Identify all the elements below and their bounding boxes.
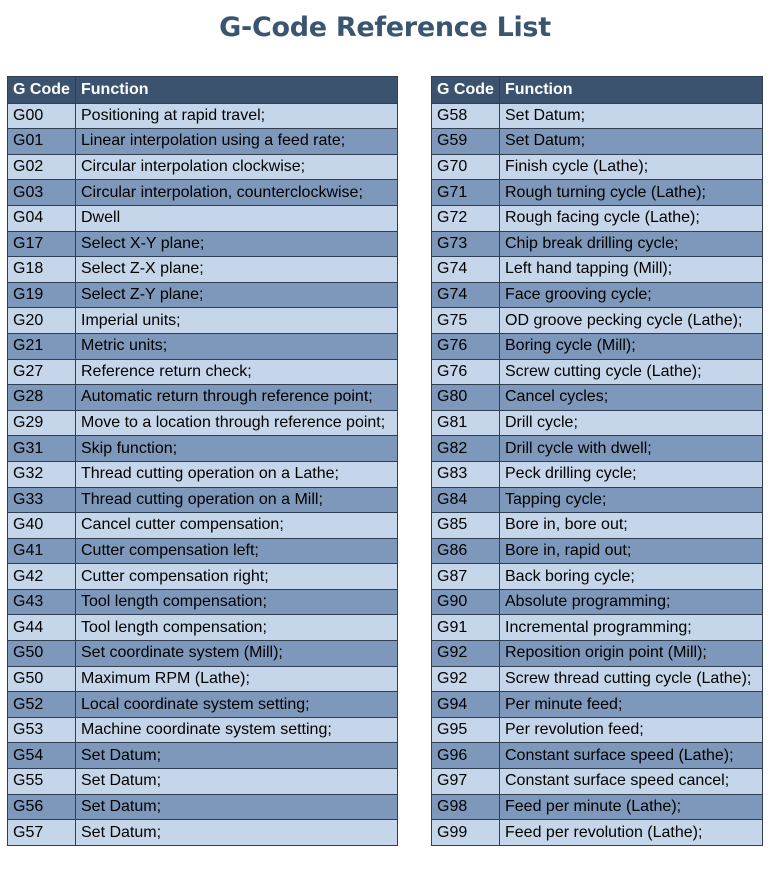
function-cell: Dwell [76, 205, 398, 231]
table-row [432, 461, 763, 487]
function-cell: Peck drilling cycle; [500, 461, 763, 487]
function-cell: Per revolution feed; [500, 717, 763, 743]
function-cell: Linear interpolation using a feed rate; [76, 129, 398, 155]
gcode-cell: G82 [432, 436, 500, 462]
table-row [8, 180, 398, 206]
table-row [8, 641, 398, 667]
function-cell: Reference return check; [76, 359, 398, 385]
gcode-cell: G50 [8, 666, 76, 692]
table-row [432, 820, 763, 846]
function-cell: Cutter compensation right; [76, 564, 398, 590]
table-row [8, 436, 398, 462]
table-row [432, 589, 763, 615]
gcode-cell: G53 [8, 717, 76, 743]
gcode-cell: G02 [8, 154, 76, 180]
gcode-cell: G28 [8, 385, 76, 411]
gcode-cell: G94 [432, 692, 500, 718]
gcode-cell: G81 [432, 410, 500, 436]
table-row [432, 538, 763, 564]
gcode-cell: G57 [8, 820, 76, 846]
table-row [432, 666, 763, 692]
table-row [432, 692, 763, 718]
gcode-cell: G86 [432, 538, 500, 564]
gcode-cell: G50 [8, 641, 76, 667]
gcode-cell: G73 [432, 231, 500, 257]
gcode-cell: G20 [8, 308, 76, 334]
gcode-cell: G75 [432, 308, 500, 334]
gcode-cell: G80 [432, 385, 500, 411]
gcode-cell: G32 [8, 461, 76, 487]
table-row [432, 231, 763, 257]
table-row [8, 820, 398, 846]
function-cell: Circular interpolation, counterclockwise; [76, 180, 398, 206]
table-row [8, 154, 398, 180]
function-cell: Set Datum; [76, 743, 398, 769]
function-cell: Finish cycle (Lathe); [500, 154, 763, 180]
function-cell: Set Datum; [76, 820, 398, 846]
table-row [8, 717, 398, 743]
table-row [8, 794, 398, 820]
table-row [432, 436, 763, 462]
gcode-cell: G03 [8, 180, 76, 206]
table-row [8, 410, 398, 436]
table-row [432, 282, 763, 308]
table-row [432, 205, 763, 231]
gcode-cell: G91 [432, 615, 500, 641]
table-row [8, 103, 398, 129]
table-row [8, 461, 398, 487]
gcode-table-right [431, 76, 763, 846]
table-row [432, 794, 763, 820]
gcode-cell: G87 [432, 564, 500, 590]
table-row [432, 333, 763, 359]
gcode-cell: G44 [8, 615, 76, 641]
function-cell: Left hand tapping (Mill); [500, 257, 763, 283]
table-row [8, 359, 398, 385]
function-cell: Positioning at rapid travel; [76, 103, 398, 129]
table-row [432, 769, 763, 795]
function-cell: Screw thread cutting cycle (Lathe); [500, 666, 763, 692]
function-cell: Constant surface speed cancel; [500, 769, 763, 795]
function-cell: Bore in, rapid out; [500, 538, 763, 564]
gcode-cell: G41 [8, 538, 76, 564]
gcode-cell: G92 [432, 641, 500, 667]
table-row [8, 538, 398, 564]
function-cell: Rough turning cycle (Lathe); [500, 180, 763, 206]
table-row [8, 615, 398, 641]
function-cell: Cutter compensation left; [76, 538, 398, 564]
table-row [8, 487, 398, 513]
function-cell: Set Datum; [76, 794, 398, 820]
gcode-cell: G97 [432, 769, 500, 795]
table-row [432, 513, 763, 539]
function-cell: Set Datum; [500, 129, 763, 155]
function-cell: Feed per minute (Lathe); [500, 794, 763, 820]
gcode-cell: G43 [8, 589, 76, 615]
gcode-cell: G21 [8, 333, 76, 359]
table-row [432, 308, 763, 334]
function-cell: Maximum RPM (Lathe); [76, 666, 398, 692]
table-row [432, 743, 763, 769]
gcode-cell: G74 [432, 257, 500, 283]
function-cell: Back boring cycle; [500, 564, 763, 590]
table-row [432, 257, 763, 283]
function-cell: Move to a location through reference point; [76, 410, 398, 436]
table-row [8, 513, 398, 539]
gcode-cell: G29 [8, 410, 76, 436]
function-cell: Rough facing cycle (Lathe); [500, 205, 763, 231]
table-row [432, 615, 763, 641]
gcode-cell: G19 [8, 282, 76, 308]
function-cell: Tool length compensation; [76, 615, 398, 641]
gcode-table-left [7, 76, 398, 846]
header-gcode: G Code [8, 77, 76, 104]
table-body-right [432, 103, 763, 845]
gcode-cell: G00 [8, 103, 76, 129]
function-cell: Drill cycle with dwell; [500, 436, 763, 462]
function-cell: Tapping cycle; [500, 487, 763, 513]
table-header-row [8, 77, 398, 104]
table-row [432, 487, 763, 513]
table-row [8, 282, 398, 308]
function-cell: Local coordinate system setting; [76, 692, 398, 718]
table-row [432, 103, 763, 129]
function-cell: Imperial units; [76, 308, 398, 334]
table-row [8, 564, 398, 590]
header-gcode: G Code [432, 77, 500, 104]
table-row [432, 385, 763, 411]
gcode-cell: G52 [8, 692, 76, 718]
table-row [432, 359, 763, 385]
function-cell: Cancel cycles; [500, 385, 763, 411]
gcode-cell: G72 [432, 205, 500, 231]
gcode-cell: G40 [8, 513, 76, 539]
gcode-cell: G95 [432, 717, 500, 743]
header-function: Function [500, 77, 763, 104]
table-row [8, 257, 398, 283]
page-title: G-Code Reference List [219, 12, 551, 43]
function-cell: Reposition origin point (Mill); [500, 641, 763, 667]
gcode-cell: G55 [8, 769, 76, 795]
function-cell: Tool length compensation; [76, 589, 398, 615]
table-row [432, 180, 763, 206]
gcode-cell: G98 [432, 794, 500, 820]
gcode-cell: G96 [432, 743, 500, 769]
function-cell: Incremental programming; [500, 615, 763, 641]
gcode-cell: G54 [8, 743, 76, 769]
function-cell: Constant surface speed (Lathe); [500, 743, 763, 769]
table-row [8, 333, 398, 359]
gcode-cell: G90 [432, 589, 500, 615]
table-row [8, 769, 398, 795]
function-cell: Skip function; [76, 436, 398, 462]
function-cell: Chip break drilling cycle; [500, 231, 763, 257]
function-cell: Circular interpolation clockwise; [76, 154, 398, 180]
gcode-cell: G83 [432, 461, 500, 487]
gcode-cell: G59 [432, 129, 500, 155]
gcode-cell: G76 [432, 359, 500, 385]
gcode-cell: G27 [8, 359, 76, 385]
gcode-cell: G01 [8, 129, 76, 155]
gcode-cell: G85 [432, 513, 500, 539]
table-row [8, 308, 398, 334]
function-cell: Screw cutting cycle (Lathe); [500, 359, 763, 385]
function-cell: Set Datum; [76, 769, 398, 795]
table-row [432, 717, 763, 743]
table-header-row [432, 77, 763, 104]
function-cell: Automatic return through reference point; [76, 385, 398, 411]
function-cell: Cancel cutter compensation; [76, 513, 398, 539]
function-cell: Machine coordinate system setting; [76, 717, 398, 743]
gcode-cell: G56 [8, 794, 76, 820]
gcode-cell: G31 [8, 436, 76, 462]
header-function: Function [76, 77, 398, 104]
function-cell: Set Datum; [500, 103, 763, 129]
function-cell: OD groove pecking cycle (Lathe); [500, 308, 763, 334]
table-row [8, 231, 398, 257]
gcode-cell: G99 [432, 820, 500, 846]
function-cell: Metric units; [76, 333, 398, 359]
table-row [8, 692, 398, 718]
function-cell: Face grooving cycle; [500, 282, 763, 308]
table-row [8, 129, 398, 155]
table-row [432, 154, 763, 180]
gcode-cell: G84 [432, 487, 500, 513]
function-cell: Thread cutting operation on a Mill; [76, 487, 398, 513]
gcode-cell: G92 [432, 666, 500, 692]
function-cell: Select Z-Y plane; [76, 282, 398, 308]
function-cell: Select X-Y plane; [76, 231, 398, 257]
function-cell: Drill cycle; [500, 410, 763, 436]
function-cell: Boring cycle (Mill); [500, 333, 763, 359]
table-row [432, 564, 763, 590]
function-cell: Per minute feed; [500, 692, 763, 718]
gcode-cell: G33 [8, 487, 76, 513]
gcode-cell: G17 [8, 231, 76, 257]
gcode-cell: G42 [8, 564, 76, 590]
function-cell: Set coordinate system (Mill); [76, 641, 398, 667]
function-cell: Absolute programming; [500, 589, 763, 615]
function-cell: Select Z-X plane; [76, 257, 398, 283]
table-row [8, 589, 398, 615]
gcode-cell: G58 [432, 103, 500, 129]
table-row [8, 743, 398, 769]
function-cell: Thread cutting operation on a Lathe; [76, 461, 398, 487]
table-row [8, 385, 398, 411]
function-cell: Bore in, bore out; [500, 513, 763, 539]
table-body-left [8, 103, 398, 845]
table-row [8, 205, 398, 231]
gcode-cell: G76 [432, 333, 500, 359]
gcode-cell: G74 [432, 282, 500, 308]
table-row [432, 641, 763, 667]
function-cell: Feed per revolution (Lathe); [500, 820, 763, 846]
gcode-cell: G04 [8, 205, 76, 231]
gcode-cell: G71 [432, 180, 500, 206]
gcode-cell: G18 [8, 257, 76, 283]
table-row [432, 129, 763, 155]
table-row [8, 666, 398, 692]
gcode-cell: G70 [432, 154, 500, 180]
table-row [432, 410, 763, 436]
